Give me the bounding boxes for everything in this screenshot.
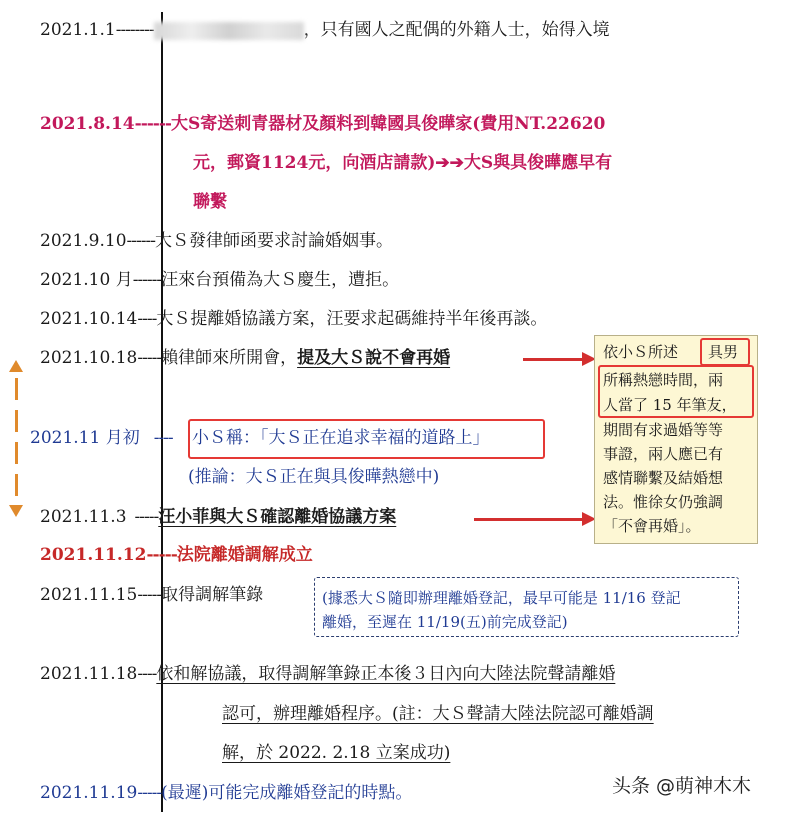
timeline-entry [40, 505, 396, 529]
entry-dashes: ---- [153, 428, 173, 448]
note-line: 事證，兩人應已有 [603, 445, 724, 463]
entry-text: 大Ｓ發律師函要求討論婚姻事。 [155, 231, 393, 251]
entry-sub: (推論：大Ｓ正在與具俊曄熱戀中) [188, 467, 440, 487]
entry-date: 2021.10 月 [40, 270, 133, 290]
entry-text: ，只有國人之配偶的外籍人士，始得入境 [303, 20, 610, 40]
orange-dash [15, 378, 18, 400]
note-line: 所稱熱戀時間，兩 [603, 371, 724, 389]
highlight-box [700, 338, 750, 366]
entry-date: 2021.1.1 [40, 20, 116, 40]
entry-text: 汪小菲與大Ｓ確認離婚協議方案 [158, 507, 397, 527]
orange-down-arrow-icon [9, 505, 23, 517]
entry-dashes: ----- [137, 348, 162, 368]
note-line: 感情聯繫及結婚想 [603, 469, 724, 487]
entry-dashes: ------ [126, 231, 155, 251]
timeline-entry [30, 426, 173, 450]
timeline-entry [40, 307, 547, 331]
orange-dash [15, 442, 18, 464]
timeline-entry [40, 112, 605, 136]
arrow-shaft [523, 358, 585, 361]
entry-date: 2021.11.18 [40, 664, 138, 684]
entry-date: 2021.11.12 [40, 545, 147, 565]
entry-text: 取得調解筆錄 [161, 585, 264, 605]
timeline-entry [40, 781, 412, 805]
timeline-entry [40, 268, 399, 292]
note-line-highlight: 具男 [708, 343, 739, 361]
arrow-glyph: ➔➔ [435, 153, 464, 173]
entry-dashes: -------- [115, 20, 154, 40]
entry-text-line1: 大S寄送刺青器材及顏料到韓國具俊曄家(費用NT.22620 [170, 114, 606, 134]
entry-text: 法院離婚調解成立 [176, 545, 313, 565]
entry-text-emphasis: 提及大Ｓ說不會再婚 [297, 348, 451, 368]
entry-text-line1: 依和解協議，取得調解筆錄正本後３日內向大陸法院聲請離婚 [156, 664, 616, 684]
timeline-entry [40, 229, 393, 253]
entry-continuation [193, 151, 612, 175]
watermark: 头条 @萌神木木 [612, 775, 752, 797]
entry-date: 2021.9.10 [40, 231, 127, 251]
note-line: 人當了 15 年筆友， [603, 396, 737, 414]
note-line: 期間有求過婚等等 [603, 421, 724, 439]
entry-text-line2a: 元，郵資1124元，向酒店請款) [193, 153, 436, 173]
entry-dashes: ----- [137, 585, 162, 605]
entry-text: 大Ｓ提離婚協議方案，汪要求起碼維持半年後再談。 [156, 309, 548, 329]
entry-dashes: ------ [134, 114, 171, 134]
entry-text-line3: 聯繫 [193, 192, 227, 212]
note-box-line: 離婚，至遲在 11/19(五)前完成登記) [322, 613, 568, 631]
entry-dashes: ----- [134, 507, 159, 527]
entry-date: 2021.11.15 [40, 585, 138, 605]
entry-dashes: ------ [132, 270, 162, 290]
entry-dashes: ---- [137, 664, 157, 684]
entry-date: 2021.8.14 [40, 114, 135, 134]
entry-dashes: ----- [146, 545, 177, 565]
highlight-box [188, 419, 545, 459]
orange-dash [15, 474, 18, 496]
blurred-redaction [154, 22, 304, 40]
timeline-entry [40, 18, 610, 42]
timeline-entry [40, 346, 450, 370]
entry-date: 2021.10.18 [40, 348, 138, 368]
entry-text-line2b: 大S與具俊曄應早有 [463, 153, 613, 173]
entry-date: 2021.10.14 [40, 309, 138, 329]
entry-continuation: 認可，辦理離婚程序。(註：大Ｓ聲請大陸法院認可離婚調 [222, 704, 654, 724]
entry-dashes: ----- [137, 783, 162, 803]
orange-dash [15, 410, 18, 432]
note-line: 依小Ｓ所述 [603, 343, 679, 361]
entry-continuation [193, 190, 227, 214]
timeline-entry [40, 543, 313, 567]
orange-up-arrow-icon [9, 360, 23, 372]
entry-dashes: ---- [137, 309, 157, 329]
highlight-box [598, 365, 754, 418]
entry-continuation: 解，於 2022. 2.18 立案成功) [222, 743, 451, 763]
entry-date: 2021.11.3 [40, 507, 127, 527]
note-line: 法。惟徐女仍強調 [603, 493, 724, 511]
timeline-entry [40, 583, 263, 607]
arrow-shaft [474, 518, 585, 521]
timeline-entry [40, 662, 615, 686]
entry-text: 汪來台預備為大Ｓ慶生，遭拒。 [161, 270, 400, 290]
note-box-line: (據悉大Ｓ隨即辦理離婚登記，最早可能是 11/16 登記 [322, 589, 681, 607]
entry-text: 賴律師來所開會， [161, 348, 298, 368]
note-line: 「不會再婚」。 [603, 517, 701, 535]
entry-date: 2021.11 月初 [30, 428, 140, 448]
entry-text: (最遲)可能完成離婚登記的時點。 [161, 783, 413, 803]
entry-date: 2021.11.19 [40, 783, 138, 803]
entry-text-quote: 小Ｓ稱：「大Ｓ正在追求幸福的道路上」 [192, 428, 490, 448]
